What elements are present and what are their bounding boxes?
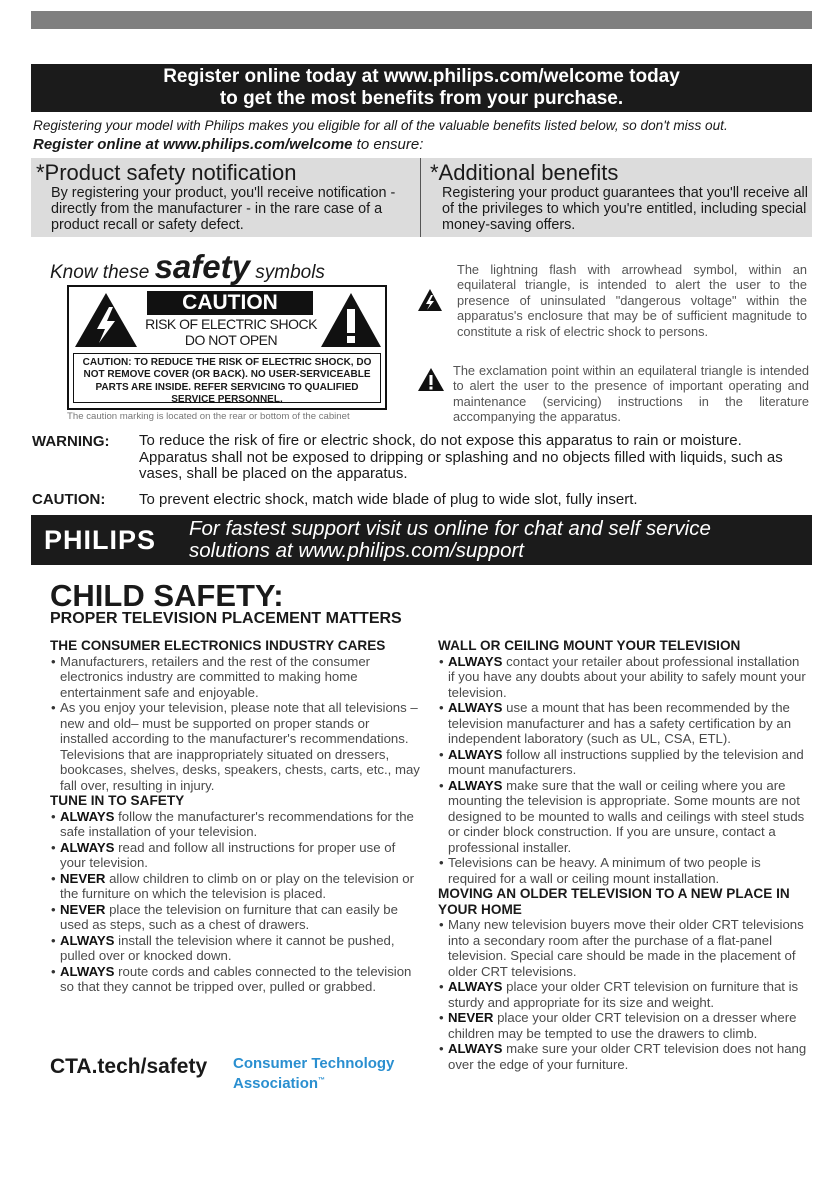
philips-support-bar	[31, 515, 812, 565]
list-item	[438, 917, 808, 979]
list-item	[438, 747, 808, 778]
emphasis-keyword: ALWAYS	[60, 808, 115, 824]
list-item-text: follow the manufacturer's recommendations for the safe installation of your television.	[60, 808, 414, 839]
intro-line2-rest: to ensure:	[352, 136, 424, 153]
list-item	[50, 902, 420, 933]
trademark-mark: ™	[318, 1077, 326, 1084]
list-item	[438, 778, 808, 856]
emphasis-keyword: ALWAYS	[60, 839, 115, 855]
child-safety-title: CHILD SAFETY:	[50, 578, 284, 613]
emphasis-keyword: ALWAYS	[448, 1041, 503, 1056]
bullet-list	[438, 654, 808, 887]
caution-risk-line1: RISK OF ELECTRIC SHOCK	[145, 316, 317, 332]
right-column	[438, 638, 808, 1072]
assoc-line2-text: Association	[233, 1075, 319, 1092]
cta-url: CTA.tech/safety	[50, 1055, 208, 1078]
caution-location-note: The caution marking is located on the rear or bottom of the cabinet	[67, 411, 350, 422]
list-item	[438, 654, 808, 701]
intro-line1: Registering your model with Philips makes you eligible for all of the valuable benefits listed below, so don't miss out.	[33, 118, 728, 133]
intro-line2	[33, 136, 423, 153]
benefit-additional	[422, 158, 812, 237]
list-item	[50, 871, 420, 902]
support-line2: solutions at www.philips.com/support	[189, 539, 524, 562]
top-gray-bar	[31, 11, 812, 29]
emphasis-keyword: ALWAYS	[448, 746, 503, 762]
emphasis-keyword: ALWAYS	[448, 700, 503, 715]
philips-logo: PHILIPS	[44, 525, 157, 555]
support-line1: For fastest support visit us online for chat and self service	[189, 517, 711, 540]
list-item-text: place the television on furniture that can easily be used as steps, such as a chest of drawers.	[60, 901, 398, 932]
support-message	[189, 518, 711, 562]
emphasis-keyword: ALWAYS	[448, 979, 503, 994]
know-big: safety	[154, 248, 250, 285]
list-item-text: make sure your older CRT television does not hang over the edge of your furniture.	[448, 1041, 807, 1072]
list-item-text: contact your retailer about professional installation if you have any doubts about your ability to safely mount your television.	[448, 653, 806, 700]
warning-text: To reduce the risk of fire or electric shock, do not expose this apparatus to rain or moisture. Apparatus shall not be exposed to dripping or splashing and no objects filled with liquids, such as vases, shall be placed on the apparatus.	[139, 432, 783, 482]
list-item	[50, 700, 420, 793]
list-item-text: allow children to climb on or play on the television or the furniture on which the television is placed.	[60, 870, 415, 901]
register-url: Register online at www.philips.com/welcome	[33, 136, 353, 153]
know-safety-heading	[50, 248, 325, 286]
caution-text: To prevent electric shock, match wide blade of plug to wide slot, fully insert.	[139, 491, 638, 508]
emphasis-keyword: ALWAYS	[448, 777, 503, 793]
exclamation-triangle-icon	[319, 291, 383, 349]
bullet-list	[438, 917, 808, 1072]
list-item-text: place your older CRT television on furniture that is sturdy and appropriate for its size and weight.	[448, 979, 799, 1010]
list-item	[50, 809, 420, 840]
child-safety-subtitle: PROPER TELEVISION PLACEMENT MATTERS	[50, 610, 402, 627]
section-heading: THE CONSUMER ELECTRONICS INDUSTRY CARES	[50, 638, 386, 653]
lightning-triangle-icon	[417, 288, 443, 312]
list-item	[50, 840, 420, 871]
list-item	[50, 654, 420, 701]
benefits-panel	[31, 158, 812, 237]
caution-risk-line2: DO NOT OPEN	[184, 332, 278, 348]
register-banner	[31, 64, 812, 112]
caution-small-text: CAUTION: TO REDUCE THE RISK OF ELECTRIC SHOCK, DO NOT REMOVE COVER (OR BACK). NO USER-SERVICEABLE PARTS ARE INSIDE. REFER SERVICING TO QUALIFIED SERVICE PERSONNEL.	[73, 353, 381, 403]
list-item	[50, 933, 420, 964]
emphasis-keyword: NEVER	[60, 870, 106, 886]
benefit-product-safety	[31, 158, 421, 237]
list-item	[438, 855, 808, 886]
emphasis-keyword: ALWAYS	[60, 932, 115, 948]
register-line2: to get the most benefits from your purchase.	[219, 88, 624, 109]
caution-risk	[145, 316, 317, 348]
list-item-text: route cords and cables connected to the television so that they cannot be tripped over, pulled or grabbed.	[60, 963, 412, 994]
list-item	[438, 979, 808, 1010]
list-item-text: Manufacturers, retailers and the rest of the consumer electronics industry are committed to making home entertainment safe and enjoyable.	[60, 653, 371, 700]
benefit-text: Registering your product guarantees that you'll receive all of the privileges to which you're entitled, including special money-saving offers.	[442, 185, 808, 233]
list-item-text: follow all instructions supplied by the television and mount manufacturers.	[448, 746, 804, 777]
list-item	[438, 1010, 808, 1041]
section-heading: WALL OR CEILING MOUNT YOUR TELEVISION	[438, 638, 741, 653]
know-post: symbols	[255, 262, 325, 283]
benefit-title: *Additional benefits	[430, 160, 619, 185]
lightning-symbol-description: The lightning flash with arrowhead symbol, within an equilateral triangle, is intended to alert the user to the presence of uninsulated "dangerous voltage" within the apparatus's enclosure that may be of sufficient magnitude to constitute a risk of electric shock to persons.	[457, 262, 807, 339]
lightning-triangle-icon	[73, 291, 139, 349]
warning-label: WARNING:	[32, 433, 110, 450]
section-heading: TUNE IN TO SAFETY	[50, 793, 185, 808]
exclamation-symbol-description: The exclamation point within an equilateral triangle is intended to alert the user to the presence of important operating and maintenance (servicing) instructions in the literature accompanying the apparatus.	[453, 363, 809, 425]
list-item	[438, 1041, 808, 1072]
bullet-list	[50, 809, 420, 995]
list-item-text: place your older CRT television on a dresser where children may be tempted to use the drawers to climb.	[448, 1010, 797, 1041]
assoc-line2	[233, 1072, 394, 1092]
register-line1: Register online today at www.philips.com/welcome today	[163, 66, 680, 87]
list-item	[438, 700, 808, 747]
exclamation-triangle-icon	[417, 367, 445, 392]
caution-label: CAUTION:	[32, 491, 106, 508]
emphasis-keyword: ALWAYS	[60, 963, 115, 979]
caution-heading: CAUTION	[147, 291, 313, 315]
know-pre: Know these	[50, 262, 150, 283]
left-column	[50, 638, 420, 995]
emphasis-keyword: NEVER	[448, 1010, 494, 1025]
assoc-line1: Consumer Technology	[233, 1055, 395, 1072]
list-item-text: Many new television buyers move their older CRT televisions into a secondary room after the purchase of a flat-panel television. Special care should be made in the placement of older CRT televisions.	[448, 917, 804, 979]
benefit-text: By registering your product, you'll receive notification - directly from the manufacturer - in the rare case of a product recall or safety defect.	[51, 185, 396, 233]
list-item-text: use a mount that has been recommended by the television manufacturer and has a safety certification by an independent laboratory (such as UL, CSA, ETL).	[448, 700, 792, 746]
cta-association-logo	[233, 1055, 394, 1092]
section-heading: MOVING AN OLDER TELEVISION TO A NEW PLACE IN YOUR HOME	[438, 886, 790, 917]
emphasis-keyword: NEVER	[60, 901, 106, 917]
list-item-text: As you enjoy your television, please note that all televisions – new and old– must be supported on proper stands or installed according to the manufacturer's recommendations. Televisions that are inappropriately situated on dressers, bookcases, shelves, desks, speakers, chests, carts, etc., may fall over, resulting in injury.	[60, 700, 420, 793]
list-item-text: read and follow all instructions for proper use of your television.	[60, 839, 396, 870]
benefit-title: *Product safety notification	[36, 160, 297, 185]
list-item-text: make sure that the wall or ceiling where you are mounting the television is appropriate. Some mounts are not designed to be mounted to walls and ceilings with steel studs or cinder block construction. If you are unsure, contact a professional installer.	[448, 777, 805, 855]
list-item-text: Televisions can be heavy. A minimum of two people is required for a wall or ceiling mount installation.	[448, 855, 761, 886]
bullet-list	[50, 654, 420, 794]
list-item	[50, 964, 420, 995]
list-item-text: install the television where it cannot be pushed, pulled over or knocked down.	[60, 932, 395, 963]
caution-label-box	[67, 285, 387, 410]
emphasis-keyword: ALWAYS	[448, 653, 503, 669]
